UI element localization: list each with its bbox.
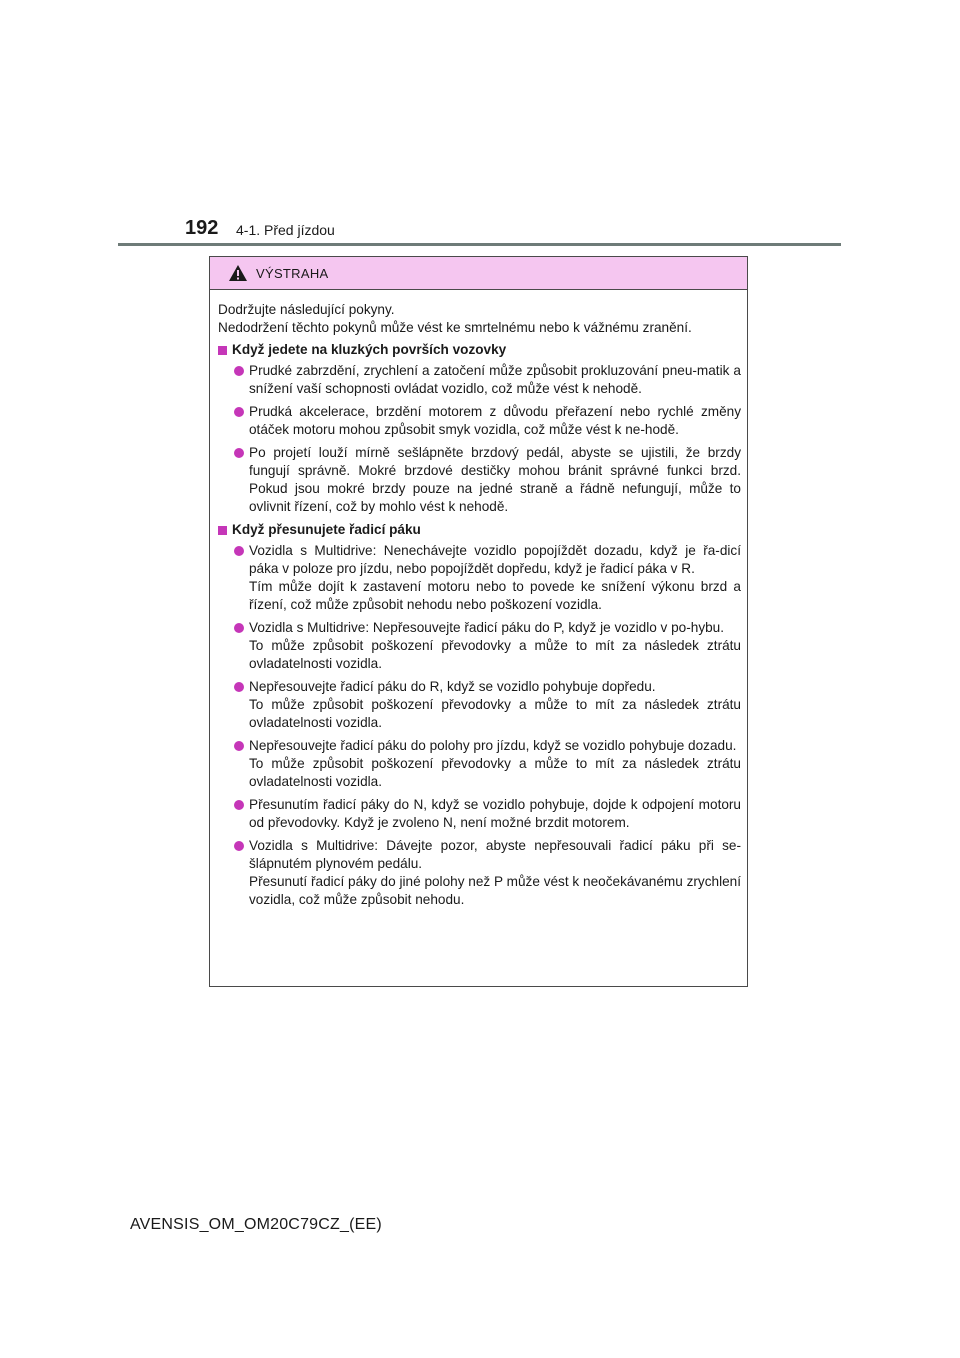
warning-triangle-icon bbox=[228, 264, 248, 282]
intro-line: Dodržujte následující pokyny. bbox=[218, 302, 395, 317]
list-item-text: Nepřesouvejte řadicí páku do R, když se vozidlo pohybuje dopředu. To může způsobit poškození převodovky a může to mít za následek ztrátu ovladatelnosti vozidla. bbox=[249, 679, 741, 730]
list-item bbox=[234, 362, 741, 398]
section-title: 4-1. Před jízdou bbox=[236, 222, 335, 238]
group-heading bbox=[218, 341, 741, 359]
list-item bbox=[234, 619, 741, 673]
dot-bullet-icon bbox=[234, 841, 244, 851]
dot-bullet-icon bbox=[234, 682, 244, 692]
warning-title: VÝSTRAHA bbox=[256, 265, 329, 281]
list-item-text: Vozidla s Multidrive: Nepřesouvejte řadicí páku do P, když je vozidlo v po-hybu. To může způsobit poškození převodovky a může to mít za následek ztrátu ovladatelnosti vozidla. bbox=[249, 620, 741, 671]
list-item bbox=[234, 837, 741, 909]
list-item bbox=[234, 542, 741, 614]
square-bullet-icon bbox=[218, 346, 227, 355]
dot-bullet-icon bbox=[234, 800, 244, 810]
list-item bbox=[234, 403, 741, 439]
list-item-text: Nepřesouvejte řadicí páku do polohy pro jízdu, když se vozidlo pohybuje dozadu. To může způsobit poškození převodovky a může to mít za následek ztrátu ovladatelnosti vozidla. bbox=[249, 738, 741, 789]
list-item bbox=[234, 737, 741, 791]
list-item bbox=[234, 796, 741, 832]
group-heading bbox=[218, 521, 741, 539]
warning-group bbox=[218, 341, 741, 516]
dot-bullet-icon bbox=[234, 366, 244, 376]
dot-bullet-icon bbox=[234, 741, 244, 751]
square-bullet-icon bbox=[218, 526, 227, 535]
list-item-text: Vozidla s Multidrive: Dávejte pozor, abyste nepřesouvali řadicí páku při se-šlápnutém plynovém pedálu. Přesunutí řadicí páky do jiné polohy než P může vést k neočekávanému zrychlení vozidla, což může způsobit nehodu. bbox=[249, 838, 741, 907]
warning-body bbox=[210, 290, 747, 909]
list-item bbox=[234, 444, 741, 516]
list-item-text: Prudké zabrzdění, zrychlení a zatočení může způsobit prokluzování pneu-matik a snížení vaší schopnosti ovládat vozidlo, což může vést k nehodě. bbox=[249, 363, 741, 396]
group-heading-text: Když jedete na kluzkých površích vozovky bbox=[232, 342, 507, 357]
list-item-text: Prudká akcelerace, brzdění motorem z důvodu přeřazení nebo rychlé změny otáček motoru mohou způsobit smyk vozidla, což může vést k ne-hodě. bbox=[249, 404, 741, 437]
footer-doc-id: AVENSIS_OM_OM20C79CZ_(EE) bbox=[130, 1216, 382, 1233]
dot-bullet-icon bbox=[234, 546, 244, 556]
group-heading-text: Když přesunujete řadicí páku bbox=[232, 522, 421, 537]
warning-group bbox=[218, 521, 741, 909]
header-rule bbox=[118, 243, 841, 246]
intro-line: Nedodržení těchto pokynů může vést ke smrtelnému nebo k vážnému zranění. bbox=[218, 320, 692, 335]
dot-bullet-icon bbox=[234, 623, 244, 633]
list-item-text: Vozidla s Multidrive: Nenechávejte vozidlo popojíždět dozadu, když je řa-dicí páka v poloze pro jízdu, nebo popojíždět dopředu, když je řadicí páka v R. Tím může dojít k zastavení motoru nebo to povede ke snížení výkonu brzd a řízení, což může způsobit nehodu nebo poškození vozidla. bbox=[249, 543, 741, 612]
list-item-text: Po projetí louží mírně sešlápněte brzdový pedál, abyste se ujistili, že brzdy fungují správně. Mokré brzdové destičky mohou bránit správné funkci brzd. Pokud jsou mokré brzdy pouze na jedné straně a řádně nefungují, může to ovlivnit řízení, což by mohlo vést k nehodě. bbox=[249, 445, 741, 514]
warning-header bbox=[210, 257, 747, 290]
dot-bullet-icon bbox=[234, 407, 244, 417]
page-number: 192 bbox=[185, 217, 219, 239]
list-item-text: Přesunutím řadicí páky do N, když se vozidlo pohybuje, dojde k odpojení motoru od převodovky. Když je zvoleno N, není možné brzdit motorem. bbox=[249, 797, 741, 830]
warning-box bbox=[209, 256, 748, 987]
dot-bullet-icon bbox=[234, 448, 244, 458]
list-item bbox=[234, 678, 741, 732]
